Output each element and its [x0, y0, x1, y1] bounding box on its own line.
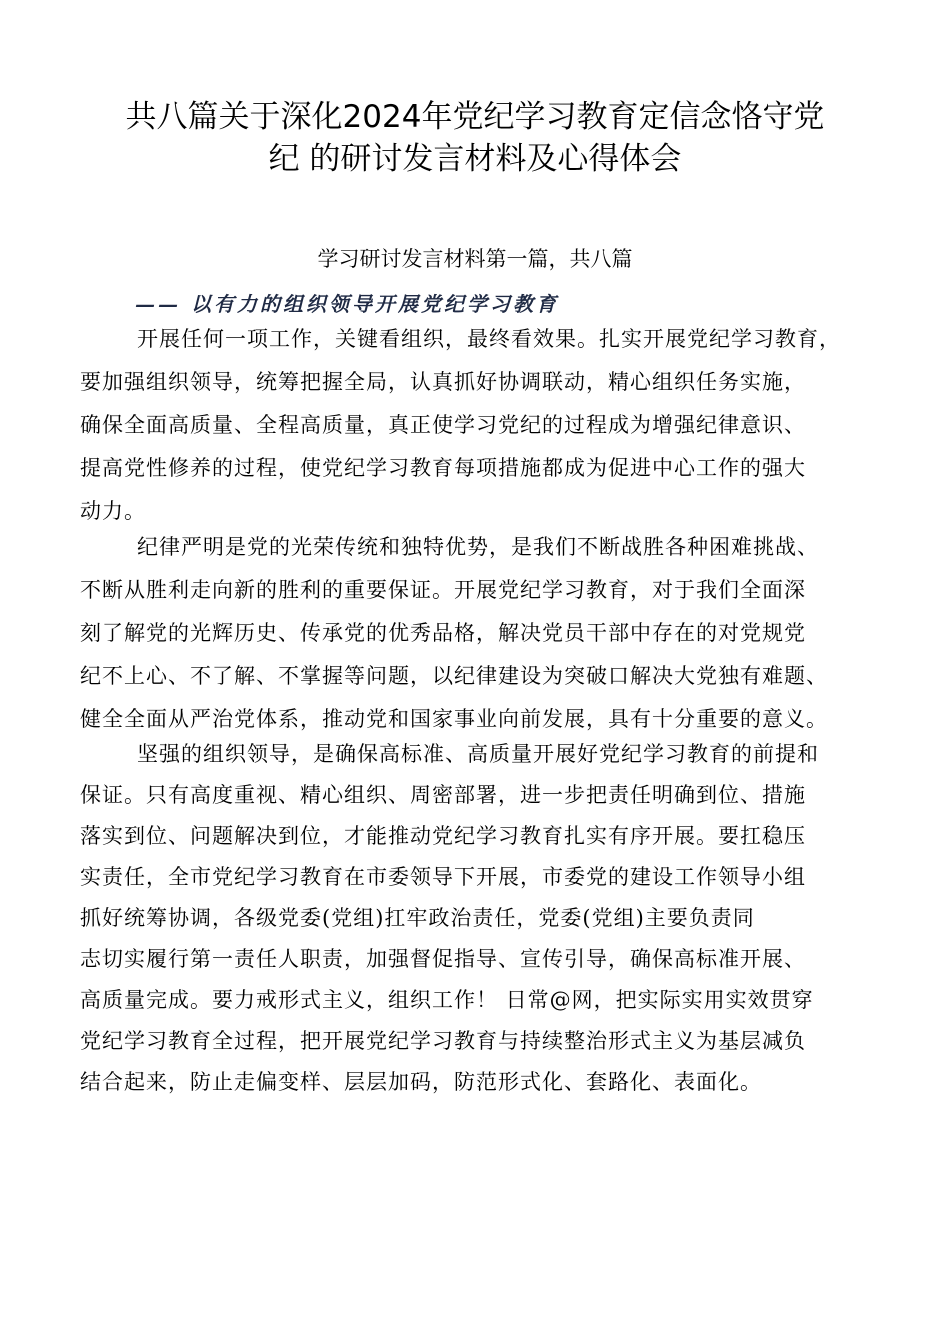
paragraph-line: 刻了解党的光辉历史、传承党的优秀品格，解决党员干部中存在的对党规党 — [80, 621, 806, 645]
paragraph-line: 坚强的组织领导，是确保高标准、高质量开展好党纪学习教育的前提和 — [137, 742, 819, 766]
title-line: 共八篇关于深化2024年党纪学习教育定信念恪守党 — [125, 99, 825, 135]
paragraph-1 — [80, 318, 880, 533]
title-line: 纪 的研讨发言材料及心得体会 — [268, 141, 682, 177]
paragraph-line: 开展任何一项工作，关键看组织，最终看效果。扎实开展党纪学习教育， — [137, 327, 841, 351]
paragraph-line: 落实到位、问题解决到位，才能推动党纪学习教育扎实有序开展。要扛稳压 — [80, 824, 806, 848]
paragraph-line: 提高党性修养的过程，使党纪学习教育每项措施都成为促进中心工作的强大 — [80, 456, 806, 480]
section-heading: —— 以有力的组织领导开展党纪学习教育 — [135, 292, 559, 316]
section-subtitle: 学习研讨发言材料第一篇，共八篇 — [317, 247, 633, 271]
paragraph-line: 动力。 — [80, 499, 146, 523]
paragraph-line: 党纪学习教育全过程，把开展党纪学习教育与持续整治形式主义为基层减负 — [80, 1029, 806, 1053]
paragraph-line: 要加强组织领导，统筹把握全局，认真抓好协调联动，精心组织任务实施， — [80, 370, 806, 394]
paragraph-line: 不断从胜利走向新的胜利的重要保证。开展党纪学习教育，对于我们全面深 — [80, 578, 806, 602]
paragraph-line: 健全全面从严治党体系，推动党和国家事业向前发展，具有十分重要的意义。 — [80, 707, 828, 731]
paragraph-line: 纪律严明是党的光荣传统和独特优势，是我们不断战胜各种困难挑战、 — [137, 535, 819, 559]
paragraph-line: 高质量完成。要力戒形式主义，组织工作！ 日常@网，把实际实用实效贯穿 — [80, 988, 814, 1012]
document-title — [60, 96, 890, 180]
paragraph-line: 确保全面高质量、全程高质量，真正使学习党纪的过程成为增强纪律意识、 — [80, 413, 806, 437]
paragraph-line: 结合起来，防止走偏变样、层层加码，防范形式化、套路化、表面化。 — [80, 1070, 762, 1094]
paragraph-line: 实责任，全市党纪学习教育在市委领导下开展，市委党的建设工作领导小组 — [80, 865, 806, 889]
paragraph-3 — [80, 734, 880, 1103]
paragraph-line: 志切实履行第一责任人职责，加强督促指导、宣传引导，确保高标准开展、 — [80, 947, 806, 971]
paragraph-line: 抓好统筹协调，各级党委(党组)扛牢政治责任，党委(党组)主要负责同 — [80, 906, 755, 930]
paragraph-line: 保证。只有高度重视、精心组织、周密部署，进一步把责任明确到位、措施 — [80, 783, 806, 807]
paragraph-2 — [80, 526, 880, 741]
paragraph-line: 纪不上心、不了解、不掌握等问题，以纪律建设为突破口解决大党独有难题、 — [80, 664, 828, 688]
